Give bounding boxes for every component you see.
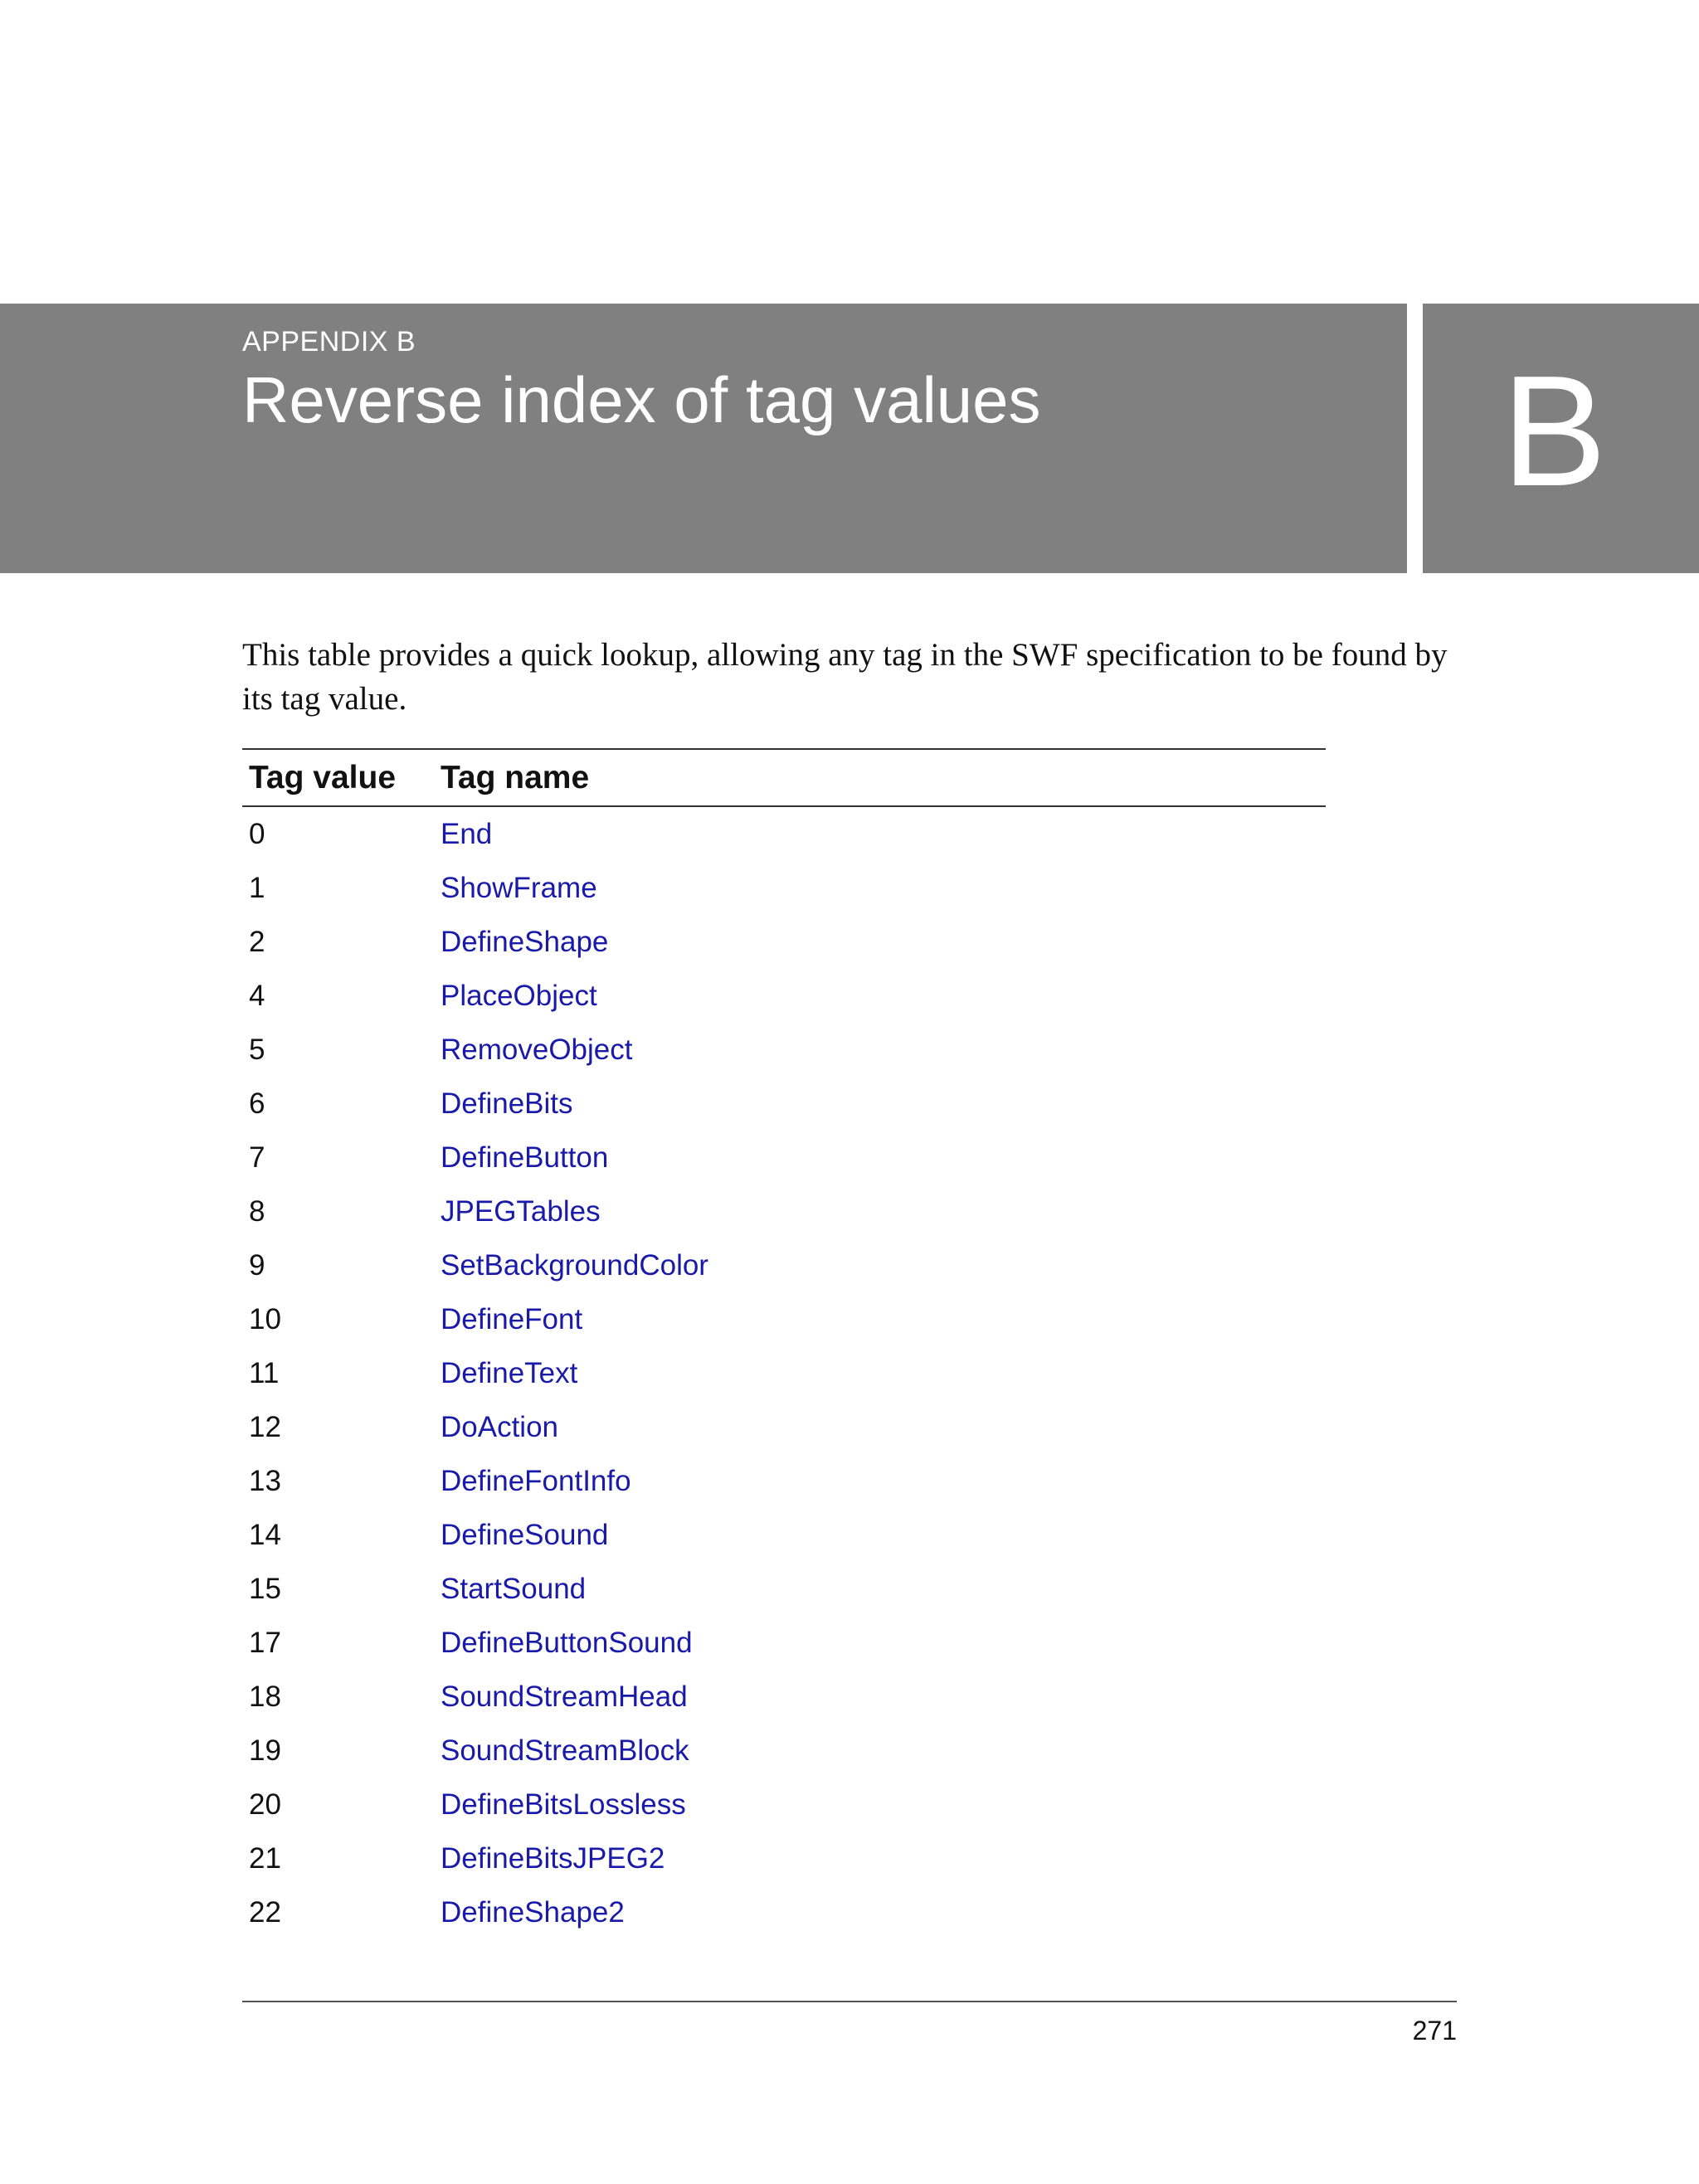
tag-name-link[interactable]: DefineShape [441,925,609,958]
table-row [242,1077,1326,1131]
tag-value-cell: 11 [249,1356,280,1389]
table-row [242,1346,1326,1400]
tag-value-cell: 14 [249,1518,281,1551]
column-header-tag-name: Tag name [441,749,1326,806]
tag-name-link[interactable]: PlaceObject [441,979,597,1012]
tag-name-link[interactable]: DefineButtonSound [441,1626,693,1659]
table-row [242,915,1326,969]
tag-table [242,748,1326,1939]
tag-value-cell: 2 [249,925,265,958]
table-row [242,1778,1326,1831]
table-row [242,1400,1326,1454]
table-row [242,1670,1326,1724]
tag-name-link[interactable]: DefineFont [441,1302,583,1335]
tag-value-cell: 9 [249,1248,265,1282]
tag-name-link[interactable]: JPEGTables [441,1194,601,1228]
chapter-letter: B [1502,343,1607,519]
table-row [242,1616,1326,1670]
tag-value-cell: 6 [249,1087,265,1120]
table-row [242,1131,1326,1184]
chapter-header-band [0,304,1407,573]
table-row [242,806,1326,861]
page-title: Reverse index of tag values [242,363,1041,436]
tag-name-link[interactable]: StartSound [441,1572,587,1605]
tag-name-link[interactable]: DefineBitsJPEG2 [441,1841,665,1875]
tag-name-link[interactable]: DoAction [441,1410,559,1443]
table-row [242,1238,1326,1292]
tag-name-link[interactable]: SoundStreamBlock [441,1734,689,1767]
tag-value-cell: 19 [249,1734,281,1767]
tag-value-cell: 0 [249,817,265,850]
table-row [242,1508,1326,1562]
intro-paragraph: This table provides a quick lookup, allowing any tag in the SWF specification to be found by its tag value. [242,637,1448,717]
footer-rule [242,2001,1457,2002]
tag-name-link[interactable]: RemoveObject [441,1033,633,1066]
tag-name-link[interactable]: DefineSound [441,1518,609,1551]
appendix-label: APPENDIX B [242,326,416,358]
tag-name-link[interactable]: DefineButton [441,1141,609,1174]
tag-value-cell: 21 [249,1841,281,1875]
tag-value-cell: 22 [249,1895,281,1929]
table-row [242,1184,1326,1238]
tag-value-cell: 8 [249,1194,265,1228]
table-header-row [242,749,1326,806]
table-row [242,1562,1326,1616]
tag-name-link[interactable]: DefineBitsLossless [441,1788,686,1821]
table-row [242,1724,1326,1778]
tag-value-cell: 18 [249,1680,281,1713]
table-row [242,1831,1326,1885]
tag-name-link[interactable]: SoundStreamHead [441,1680,688,1713]
table-row [242,1023,1326,1077]
tag-value-cell: 1 [249,871,265,904]
tag-name-link[interactable]: DefineShape2 [441,1895,625,1929]
column-header-tag-value: Tag value [242,749,441,806]
tag-name-link[interactable]: DefineText [441,1356,578,1389]
tag-name-link[interactable]: DefineBits [441,1087,573,1120]
tag-value-cell: 10 [249,1302,281,1335]
tag-value-cell: 20 [249,1788,281,1821]
tag-name-link[interactable]: ShowFrame [441,871,597,904]
table-row [242,1885,1326,1939]
table-row [242,969,1326,1023]
header-divider [1407,304,1423,573]
table-body [242,806,1326,1939]
tag-value-cell: 17 [249,1626,281,1659]
tag-value-cell: 5 [249,1033,265,1066]
tag-value-cell: 15 [249,1572,281,1605]
page-number: 271 [1412,2016,1457,2045]
tag-name-link[interactable]: DefineFontInfo [441,1464,631,1497]
tag-name-link[interactable]: SetBackgroundColor [441,1248,708,1282]
tag-name-link[interactable]: End [441,817,493,850]
tag-value-cell: 7 [249,1141,265,1174]
table-row [242,861,1326,915]
table-row [242,1292,1326,1346]
table-row [242,1454,1326,1508]
tag-value-cell: 13 [249,1464,281,1497]
tag-value-cell: 4 [249,979,265,1012]
tag-value-cell: 12 [249,1410,281,1443]
